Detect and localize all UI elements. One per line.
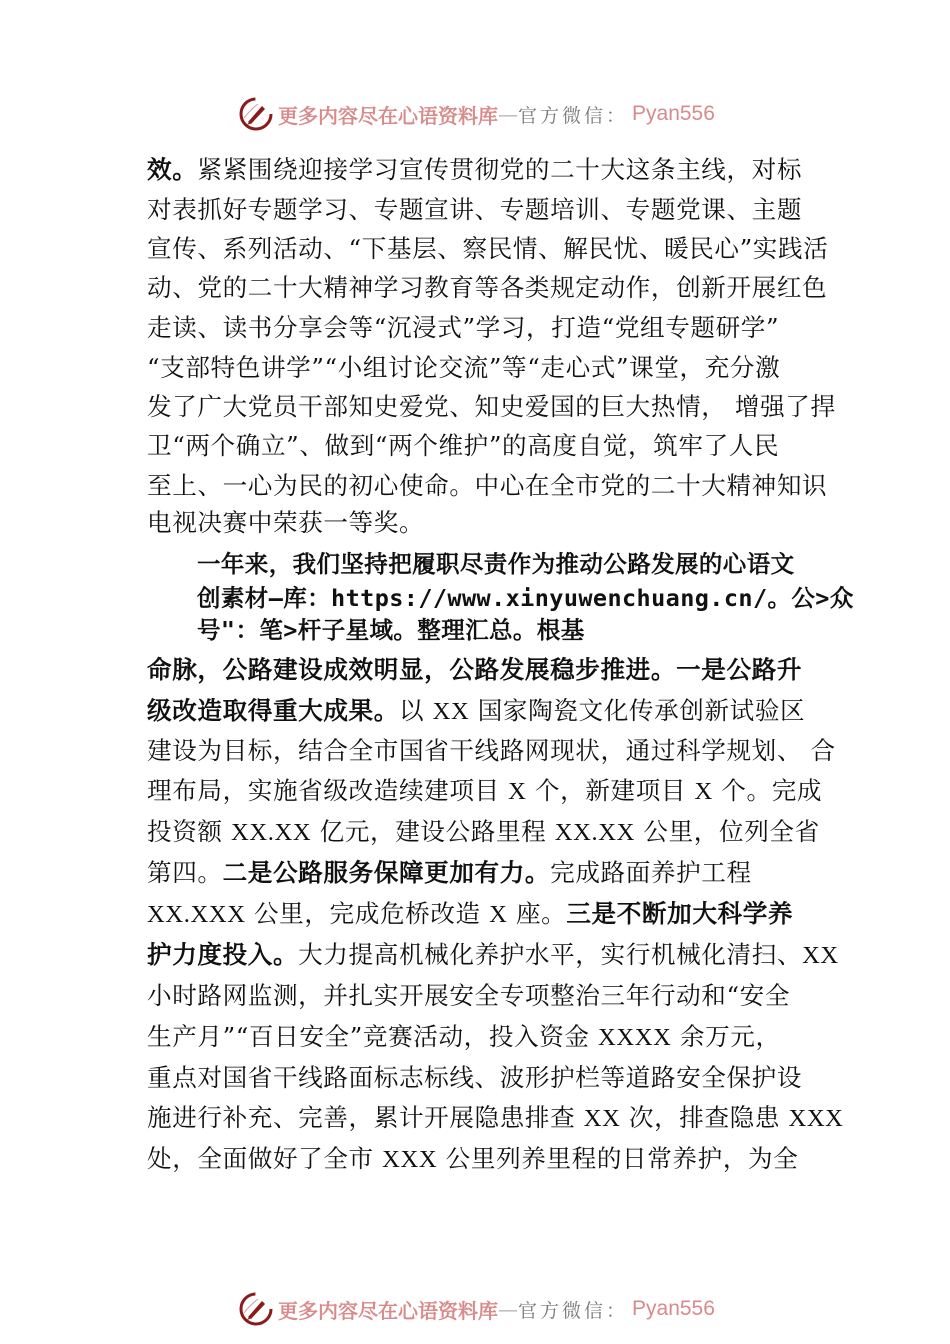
quill-logo-icon bbox=[238, 96, 274, 132]
placeholder-value: X bbox=[694, 778, 713, 805]
line-text: 施进行补充、完善，累计开展隐患排查 bbox=[147, 1103, 584, 1132]
watermark-wechat-label: 官方微信： bbox=[518, 104, 629, 127]
line-text: 座。 bbox=[507, 899, 567, 928]
text-line: 动、党的二十大精神学习教育等各类规定动作，创新开展红色 bbox=[147, 273, 828, 302]
text-line bbox=[147, 696, 805, 727]
text-line bbox=[147, 155, 802, 185]
placeholder-value: X bbox=[489, 901, 508, 928]
line-text: 第四。 bbox=[147, 858, 223, 887]
watermark-wechat-id: Pyan556 bbox=[632, 1297, 715, 1320]
line-text: 国家陶瓷文化传承创新试验区 bbox=[469, 696, 806, 725]
placeholder-value: XX.XXX bbox=[147, 901, 246, 928]
bold-text: 护力度投入。 bbox=[147, 940, 299, 969]
text-line bbox=[147, 817, 820, 848]
watermark-dash: — bbox=[498, 1297, 518, 1321]
watermark-dash: — bbox=[498, 102, 518, 126]
promo-line: 创素材—库：https://www.xinyuwenchuang.cn/。公>众 bbox=[197, 584, 854, 612]
line-text: 余万元， bbox=[671, 1022, 781, 1051]
line-text: 投资额 bbox=[147, 817, 231, 846]
line-text: 以 bbox=[398, 696, 433, 725]
text-line: 发了广大党员干部知史爱党、知史爱国的巨大热情， 增强了捍 bbox=[147, 392, 836, 421]
text-line: 建设为目标，结合全市国省干线路网现状，通过科学规划、 合 bbox=[147, 736, 836, 765]
watermark-wechat-id: Pyan556 bbox=[632, 102, 715, 125]
text-line: 卫“两个确立”、做到“两个维护”的高度自觉，筑牢了人民 bbox=[147, 431, 780, 460]
text-line bbox=[147, 858, 752, 888]
line-text: 公里，完成危桥改造 bbox=[245, 899, 490, 928]
placeholder-value: XX bbox=[802, 942, 839, 969]
line-text: 完成路面养护工程 bbox=[550, 858, 752, 887]
bold-text: 级改造取得重大成果。 bbox=[147, 696, 399, 725]
placeholder-value: XXXX bbox=[598, 1024, 672, 1051]
footer-watermark bbox=[238, 1289, 715, 1329]
text-line: 命脉，公路建设成效明显，公路发展稳步推进。一是公路升 bbox=[147, 655, 803, 684]
line-text: 处，全面做好了全市 bbox=[147, 1144, 383, 1173]
text-line: 小时路网监测，并扎实开展安全专项整治三年行动和“安全 bbox=[147, 981, 791, 1010]
text-line bbox=[147, 899, 793, 930]
line-text: 亿元，建设公路里程 bbox=[311, 817, 555, 846]
text-line bbox=[147, 1022, 781, 1053]
placeholder-value: XXX bbox=[788, 1105, 844, 1132]
placeholder-value: XX.XX bbox=[554, 819, 635, 846]
quill-logo-icon bbox=[238, 1291, 274, 1327]
placeholder-value: XX bbox=[432, 698, 470, 725]
watermark-wechat-label: 官方微信： bbox=[518, 1299, 629, 1322]
bold-text: 效。 bbox=[147, 155, 198, 184]
bold-text: 二是公路服务保障更加有力。 bbox=[222, 858, 551, 887]
placeholder-value: XX.XX bbox=[231, 819, 312, 846]
line-text: 大力提高机械化养护水平，实行机械化清扫、 bbox=[298, 940, 803, 969]
text-line bbox=[147, 1144, 798, 1175]
line-text: 理布局，实施省级改造续建项目 bbox=[147, 776, 509, 805]
watermark-site-text: 更多内容尽在心语资料库 bbox=[278, 103, 498, 128]
line-text: 公里，位列全省 bbox=[635, 817, 820, 846]
text-line: “支部特色讲学”“小组讨论交流”等“走心式”课堂，充分激 bbox=[147, 353, 781, 382]
line-text: 生产月”“百日安全”竞赛活动，投入资金 bbox=[147, 1022, 599, 1051]
placeholder-value: XX bbox=[583, 1105, 621, 1132]
text-line bbox=[147, 940, 839, 971]
text-line: 至上、一心为民的初心使命。中心在全市党的二十大精神知识 bbox=[147, 471, 828, 500]
line-text: 次，排查隐患 bbox=[620, 1103, 789, 1132]
text-line: 宣传、系列活动、“下基层、察民情、解民忧、暖民心”实践活 bbox=[147, 234, 829, 263]
line-text: 个，新建项目 bbox=[526, 776, 695, 805]
line-text: 个。完成 bbox=[712, 776, 823, 805]
text-line: 电视决赛中荣获一等奖。 bbox=[147, 508, 425, 537]
header-watermark bbox=[238, 94, 715, 134]
text-line bbox=[147, 1103, 844, 1134]
promo-line: 一年来，我们坚持把履职尽责作为推动公路发展的心语文 bbox=[197, 550, 795, 578]
placeholder-value: XXX bbox=[382, 1146, 438, 1173]
watermark-site-text: 更多内容尽在心语资料库 bbox=[278, 1298, 498, 1323]
text-line: 对表抓好专题学习、专题宣讲、专题培训、专题党课、主题 bbox=[147, 195, 803, 224]
text-line: 重点对国省干线路面标志标线、波形护栏等道路安全保护设 bbox=[147, 1063, 803, 1092]
text-line: 走读、读书分享会等“沉浸式”学习，打造“党组专题研学” bbox=[147, 313, 780, 342]
line-text: 公里列养里程的日常养护，为全 bbox=[437, 1144, 799, 1173]
promo-line: 号"：笔>杆子星域。整理汇总。根基 bbox=[197, 616, 585, 644]
bold-text: 三是不断加大科学养 bbox=[566, 899, 794, 928]
text-line bbox=[147, 776, 822, 807]
placeholder-value: X bbox=[508, 778, 527, 805]
line-text: 紧紧围绕迎接学习宣传贯彻党的二十大这条主线，对标 bbox=[197, 155, 803, 184]
